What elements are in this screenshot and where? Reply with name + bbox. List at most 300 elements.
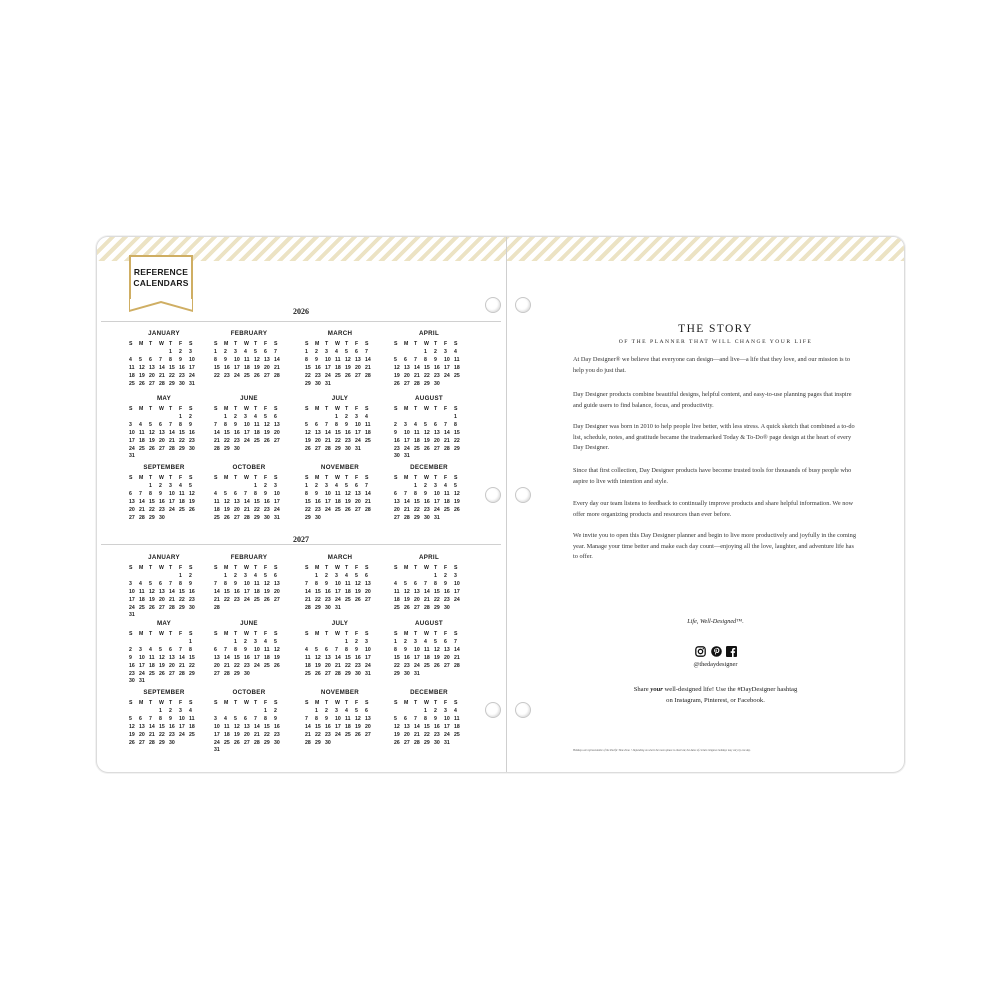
day-cell: 18 (264, 654, 270, 661)
weekday-header: T (434, 406, 438, 412)
day-cell: 15 (224, 429, 230, 436)
weekday-header: S (365, 475, 369, 481)
story-paragraph: We invite you to open this Day Designer planner and begin to live more productively and joyfully in the coming year. Manage your time better and make each day count—enjoying all the love, laughter, and adventure life has to offer. (573, 532, 856, 560)
weekday-header: F (444, 475, 448, 481)
day-cell: 9 (434, 356, 437, 363)
day-cell: 17 (335, 588, 341, 595)
month-calendar-march (305, 554, 375, 612)
day-cell: 28 (244, 514, 250, 521)
year-label: 2026 (287, 307, 315, 316)
day-cell: 21 (335, 662, 341, 669)
blank-cell (159, 349, 169, 357)
day-cell: 2 (189, 413, 192, 420)
share-text-emphasis: your (650, 686, 663, 693)
weekday-header: W (244, 700, 249, 706)
day-cell: 14 (454, 646, 460, 653)
weekday-header: W (159, 565, 164, 571)
blank-cell (394, 573, 404, 581)
weekday-header: M (224, 475, 229, 481)
weekday-header: W (159, 475, 164, 481)
day-cell: 19 (434, 654, 440, 661)
blank-cell (159, 573, 169, 581)
day-cell: 7 (159, 356, 162, 363)
day-cell: 3 (414, 638, 417, 645)
day-cell: 20 (315, 437, 321, 444)
day-cell: 11 (224, 723, 230, 730)
weekday-header: S (365, 700, 369, 706)
weekday-header: F (179, 341, 183, 347)
weekday-header: M (139, 631, 144, 637)
weekday-header: M (315, 341, 320, 347)
weekday-header: T (434, 475, 438, 481)
day-cell: 25 (139, 604, 145, 611)
day-cell: 22 (434, 596, 440, 603)
blank-cell (169, 639, 179, 647)
weekday-header: W (159, 406, 164, 412)
day-cell: 4 (345, 707, 348, 714)
day-cell: 18 (224, 731, 230, 738)
day-cell: 3 (179, 707, 182, 714)
blank-cell (224, 708, 234, 716)
day-cell: 6 (325, 646, 328, 653)
day-cell: 4 (335, 348, 338, 355)
weekday-header: S (129, 631, 133, 637)
weekday-header: T (234, 406, 238, 412)
day-cell: 8 (179, 421, 182, 428)
day-cell: 6 (129, 490, 132, 497)
day-cell: 12 (224, 498, 230, 505)
day-cell: 29 (305, 380, 311, 387)
day-cell: 26 (355, 596, 361, 603)
weekday-header: S (365, 406, 369, 412)
weekday-header: F (444, 406, 448, 412)
day-cell: 8 (224, 421, 227, 428)
day-cell: 14 (139, 498, 145, 505)
day-cell: 8 (424, 715, 427, 722)
day-cell: 17 (365, 654, 371, 661)
day-cell: 6 (394, 490, 397, 497)
day-cell: 27 (355, 506, 361, 513)
day-cell: 9 (224, 356, 227, 363)
day-cell: 26 (264, 596, 270, 603)
day-cell: 11 (214, 498, 220, 505)
day-cell: 8 (234, 646, 237, 653)
day-cell: 14 (305, 588, 311, 595)
day-cell: 8 (345, 646, 348, 653)
day-cell: 12 (264, 421, 270, 428)
day-cell: 19 (159, 662, 165, 669)
day-cell: 17 (325, 364, 331, 371)
weekday-header: F (444, 565, 448, 571)
month-calendar-september (129, 689, 199, 747)
month-name: JUNE (240, 620, 258, 627)
day-cell: 17 (434, 498, 440, 505)
weekday-header: S (274, 565, 278, 571)
day-cell: 27 (444, 662, 450, 669)
binder-ring (485, 487, 501, 503)
blank-cell (404, 573, 414, 581)
day-cell: 24 (365, 662, 371, 669)
day-cell: 11 (394, 588, 400, 595)
day-cell: 8 (315, 580, 318, 587)
weekday-header: M (404, 565, 409, 571)
day-cell: 13 (394, 498, 400, 505)
month-name: JULY (331, 395, 349, 402)
day-cell: 16 (315, 498, 321, 505)
blank-cell (305, 708, 315, 716)
day-cell: 28 (169, 604, 175, 611)
day-cell: 4 (149, 646, 152, 653)
day-cell: 25 (345, 731, 351, 738)
day-cell: 3 (434, 482, 437, 489)
day-cell: 10 (444, 356, 450, 363)
weekday-header: T (254, 565, 258, 571)
day-cell: 15 (414, 498, 420, 505)
day-cell: 7 (214, 421, 217, 428)
day-cell: 20 (404, 731, 410, 738)
weekday-header: T (325, 631, 329, 637)
day-cell: 8 (179, 580, 182, 587)
day-cell: 27 (214, 670, 220, 677)
day-cell: 20 (365, 723, 371, 730)
day-cell: 22 (224, 596, 230, 603)
month-day-grid (305, 406, 375, 453)
day-cell: 2 (234, 572, 237, 579)
day-cell: 18 (254, 429, 260, 436)
day-cell: 21 (169, 437, 175, 444)
day-cell: 13 (214, 654, 220, 661)
day-cell: 15 (189, 654, 195, 661)
day-cell: 16 (434, 364, 440, 371)
month-calendar-november (305, 689, 375, 747)
blank-cell (444, 414, 454, 422)
weekday-header: S (274, 700, 278, 706)
weekday-header: S (129, 475, 133, 481)
day-cell: 23 (325, 596, 331, 603)
day-cell: 16 (179, 364, 185, 371)
day-cell: 1 (305, 482, 308, 489)
day-cell: 21 (365, 364, 371, 371)
weekday-header: F (179, 565, 183, 571)
day-cell: 7 (169, 421, 172, 428)
day-cell: 21 (305, 596, 311, 603)
weekday-header: T (434, 700, 438, 706)
weekday-header: T (149, 700, 153, 706)
day-cell: 1 (214, 348, 217, 355)
blank-cell (305, 639, 315, 647)
day-cell: 27 (404, 380, 410, 387)
day-cell: 12 (355, 580, 361, 587)
day-cell: 23 (315, 372, 321, 379)
day-cell: 21 (214, 596, 220, 603)
month-name: JUNE (240, 395, 258, 402)
day-cell: 15 (305, 498, 311, 505)
month-name: APRIL (418, 330, 440, 337)
blank-cell (139, 573, 149, 581)
day-cell: 2 (325, 572, 328, 579)
day-cell: 6 (365, 572, 368, 579)
pinterest-icon[interactable] (711, 644, 722, 655)
day-cell: 1 (414, 482, 417, 489)
day-cell: 22 (335, 437, 341, 444)
weekday-header: T (254, 700, 258, 706)
blank-cell (254, 708, 264, 716)
weekday-header: F (355, 341, 359, 347)
day-cell: 17 (214, 731, 220, 738)
day-cell: 28 (254, 739, 260, 746)
day-cell: 16 (434, 723, 440, 730)
day-cell: 30 (264, 514, 270, 521)
day-cell: 11 (129, 364, 135, 371)
day-cell: 28 (454, 662, 460, 669)
day-cell: 13 (234, 498, 240, 505)
weekday-header: S (214, 475, 218, 481)
weekday-header: W (335, 406, 340, 412)
day-cell: 19 (254, 364, 260, 371)
day-cell: 23 (189, 437, 195, 444)
day-cell: 11 (454, 356, 460, 363)
day-cell: 30 (434, 739, 440, 746)
day-cell: 26 (189, 506, 195, 513)
day-cell: 24 (444, 372, 450, 379)
day-cell: 10 (214, 723, 220, 730)
day-cell: 18 (214, 506, 220, 513)
month-calendar-may (129, 620, 199, 686)
month-calendar-august (394, 620, 464, 678)
blank-cell (394, 414, 404, 422)
day-cell: 20 (244, 731, 250, 738)
day-cell: 22 (315, 731, 321, 738)
day-cell: 17 (325, 498, 331, 505)
day-cell: 23 (345, 437, 351, 444)
day-cell: 16 (315, 364, 321, 371)
day-cell: 4 (139, 580, 142, 587)
day-cell: 6 (139, 715, 142, 722)
day-cell: 26 (345, 506, 351, 513)
day-cell: 28 (179, 670, 185, 677)
day-cell: 15 (424, 723, 430, 730)
day-cell: 16 (129, 662, 135, 669)
month-name: JANUARY (148, 330, 180, 337)
day-cell: 29 (345, 670, 351, 677)
month-calendar-january (129, 330, 199, 388)
day-cell: 21 (159, 372, 165, 379)
day-cell: 19 (424, 437, 430, 444)
day-cell: 4 (335, 482, 338, 489)
weekday-header: W (335, 700, 340, 706)
weekday-header: S (365, 631, 369, 637)
month-day-grid (214, 341, 284, 381)
day-cell: 26 (149, 604, 155, 611)
day-cell: 18 (189, 723, 195, 730)
weekday-header: M (404, 631, 409, 637)
day-cell: 13 (404, 364, 410, 371)
day-cell: 26 (149, 445, 155, 452)
day-cell: 19 (345, 364, 351, 371)
weekday-header: W (335, 565, 340, 571)
day-cell: 12 (434, 646, 440, 653)
day-cell: 6 (444, 638, 447, 645)
day-cell: 24 (214, 739, 220, 746)
blank-cell (244, 708, 254, 716)
weekday-header: S (189, 406, 193, 412)
month-calendar-april (394, 554, 464, 612)
day-cell: 9 (424, 490, 427, 497)
day-cell: 11 (444, 490, 450, 497)
day-cell: 16 (355, 654, 361, 661)
day-cell: 16 (189, 429, 195, 436)
day-cell: 5 (305, 421, 308, 428)
day-cell: 23 (444, 596, 450, 603)
day-cell: 2 (224, 348, 227, 355)
day-cell: 7 (335, 646, 338, 653)
weekday-header: T (234, 700, 238, 706)
day-cell: 30 (159, 514, 165, 521)
day-cell: 1 (224, 413, 227, 420)
day-cell: 8 (394, 646, 397, 653)
day-cell: 27 (365, 596, 371, 603)
month-day-grid (129, 631, 199, 686)
binder-ring (515, 702, 531, 718)
weekday-header: F (444, 700, 448, 706)
day-cell: 16 (345, 429, 351, 436)
month-name: AUGUST (415, 395, 443, 402)
day-cell: 20 (264, 364, 270, 371)
day-cell: 1 (179, 572, 182, 579)
day-cell: 5 (345, 348, 348, 355)
day-cell: 4 (454, 348, 457, 355)
blank-cell (139, 639, 149, 647)
day-cell: 27 (315, 445, 321, 452)
weekday-header: M (315, 631, 320, 637)
month-name: NOVEMBER (320, 689, 360, 696)
weekday-header: F (264, 341, 268, 347)
day-cell: 12 (305, 429, 311, 436)
day-cell: 21 (444, 437, 450, 444)
month-day-grid (394, 700, 464, 747)
month-name: AUGUST (415, 620, 443, 627)
day-cell: 13 (444, 646, 450, 653)
day-cell: 23 (234, 596, 240, 603)
weekday-header: T (345, 475, 349, 481)
month-calendar-november (305, 464, 375, 522)
day-cell: 9 (159, 490, 162, 497)
day-cell: 20 (404, 372, 410, 379)
day-cell: 3 (355, 413, 358, 420)
day-cell: 28 (365, 372, 371, 379)
weekday-header: S (394, 475, 398, 481)
day-cell: 30 (394, 453, 400, 460)
day-cell: 5 (434, 638, 437, 645)
day-cell: 26 (434, 662, 440, 669)
blank-cell (414, 573, 424, 581)
day-cell: 6 (274, 413, 277, 420)
day-cell: 12 (149, 429, 155, 436)
month-day-grid (305, 700, 375, 747)
weekday-header: W (244, 565, 249, 571)
day-cell: 13 (404, 723, 410, 730)
weekday-header: W (244, 475, 249, 481)
day-cell: 24 (244, 596, 250, 603)
day-cell: 9 (189, 421, 192, 428)
day-cell: 2 (159, 482, 162, 489)
day-cell: 4 (414, 421, 417, 428)
day-cell: 27 (325, 670, 331, 677)
day-cell: 1 (315, 707, 318, 714)
facebook-icon[interactable] (726, 644, 737, 655)
instagram-icon[interactable] (695, 644, 706, 655)
weekday-header: T (325, 341, 329, 347)
blank-cell (414, 708, 424, 716)
day-cell: 2 (129, 646, 132, 653)
day-cell: 15 (254, 498, 260, 505)
day-cell: 14 (179, 654, 185, 661)
day-cell: 2 (274, 707, 277, 714)
blank-cell (234, 708, 244, 716)
day-cell: 24 (444, 731, 450, 738)
weekday-header: T (325, 475, 329, 481)
weekday-header: S (305, 406, 309, 412)
day-cell: 12 (355, 715, 361, 722)
weekday-header: W (424, 700, 429, 706)
day-cell: 4 (345, 572, 348, 579)
weekday-header: W (159, 631, 164, 637)
day-cell: 15 (169, 364, 175, 371)
day-cell: 21 (274, 364, 280, 371)
day-cell: 16 (444, 588, 450, 595)
day-cell: 17 (129, 596, 135, 603)
weekday-header: T (325, 700, 329, 706)
day-cell: 19 (224, 506, 230, 513)
day-cell: 31 (129, 453, 135, 460)
day-cell: 21 (169, 596, 175, 603)
weekday-header: T (414, 565, 418, 571)
blank-cell (404, 349, 414, 357)
day-cell: 9 (404, 646, 407, 653)
day-cell: 30 (444, 604, 450, 611)
day-cell: 12 (394, 364, 400, 371)
month-calendar-february (214, 330, 284, 381)
day-cell: 6 (315, 421, 318, 428)
weekday-header: S (189, 565, 193, 571)
weekday-header: S (214, 700, 218, 706)
holiday-footnote: Holidays are representative of the Pacific Time Zone. • Depending on where the moon phase is observed, the dates of certain religious holidays may vary by one day. (573, 749, 751, 752)
day-cell: 26 (159, 670, 165, 677)
day-cell: 4 (424, 638, 427, 645)
day-cell: 31 (325, 380, 331, 387)
day-cell: 16 (169, 723, 175, 730)
weekday-header: F (264, 700, 268, 706)
weekday-header: S (394, 631, 398, 637)
weekday-header: M (139, 406, 144, 412)
weekday-header: S (129, 341, 133, 347)
day-cell: 25 (244, 372, 250, 379)
day-cell: 2 (189, 572, 192, 579)
weekday-header: W (424, 631, 429, 637)
weekday-header: T (169, 341, 173, 347)
day-cell: 3 (244, 413, 247, 420)
day-cell: 14 (169, 429, 175, 436)
blank-cell (149, 573, 159, 581)
day-cell: 19 (315, 662, 321, 669)
day-cell: 24 (274, 506, 280, 513)
day-cell: 22 (159, 731, 165, 738)
day-cell: 23 (274, 731, 280, 738)
month-calendar-june (214, 395, 284, 453)
day-cell: 1 (254, 482, 257, 489)
day-cell: 23 (179, 372, 185, 379)
weekday-header: M (404, 406, 409, 412)
